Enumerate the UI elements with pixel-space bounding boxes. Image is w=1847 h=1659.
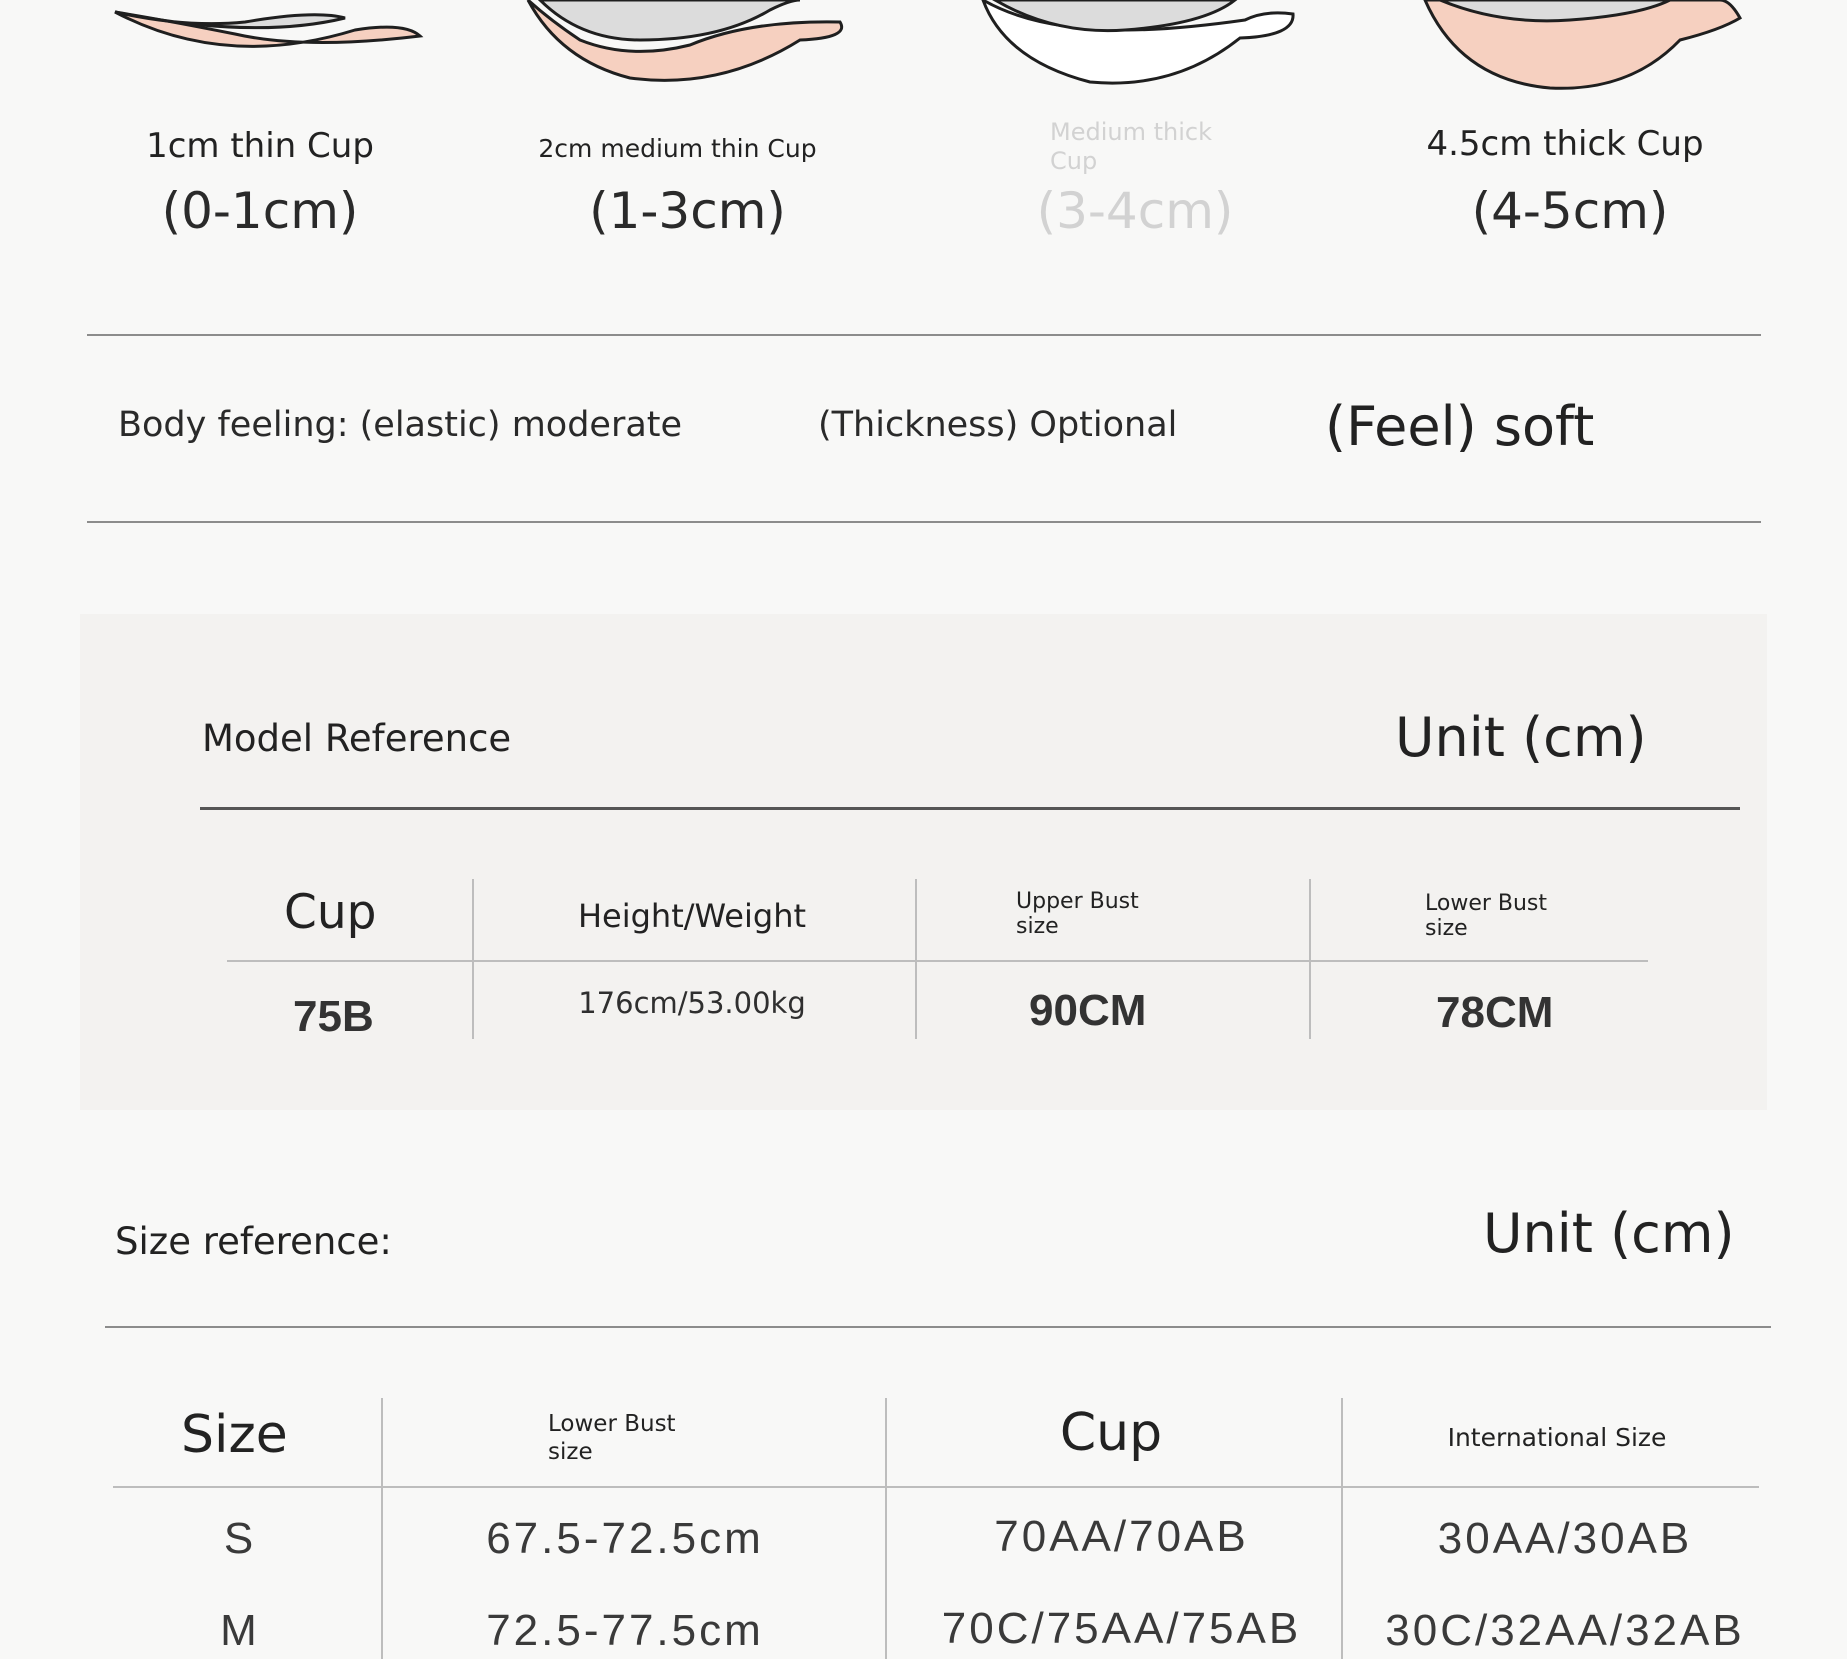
model-reference-panel <box>80 614 1767 1110</box>
model-header-upper-bust: Upper Bust size <box>1016 889 1139 939</box>
cup-range-thick: (4-5cm) <box>1471 182 1669 240</box>
size-row-international: 30AA/30AB <box>1437 1514 1693 1563</box>
cup-range-medium-thin: (1-3cm) <box>589 182 786 240</box>
size-unit-label: Unit (cm) <box>1483 1202 1735 1265</box>
model-header-cup: Cup <box>284 885 377 940</box>
size-row-lower-bust: 67.5-72.5cm <box>486 1514 764 1563</box>
model-unit-label: Unit (cm) <box>1395 706 1647 769</box>
size-header-international: International Size <box>1447 1423 1667 1452</box>
thickness-text: (Thickness) Optional <box>818 405 1178 445</box>
model-column-divider <box>1309 879 1311 1039</box>
size-row-size: M <box>220 1606 260 1655</box>
size-header-divider <box>113 1486 1759 1488</box>
cup-label-thin: 1cm thin Cup <box>146 126 374 166</box>
model-header-height-weight: Height/Weight <box>577 897 807 935</box>
model-header-lower-bust: Lower Bust size <box>1425 891 1548 941</box>
model-cup-value: 75B <box>293 992 374 1041</box>
cup-label-thick: 4.5cm thick Cup <box>1426 124 1704 164</box>
model-header-divider <box>227 960 1648 962</box>
size-column-divider <box>885 1398 887 1659</box>
model-title-underline <box>200 807 1740 810</box>
medium-thick-cup-illustration <box>975 0 1310 90</box>
model-lower-bust-value: 78CM <box>1436 988 1554 1037</box>
model-upper-bust-value: 90CM <box>1029 986 1147 1035</box>
size-row-cup: 70C/75AA/75AB <box>941 1604 1302 1653</box>
model-column-divider <box>915 879 917 1039</box>
size-row-lower-bust: 72.5-77.5cm <box>486 1606 764 1655</box>
size-header-lower-bust: Lower Bust size <box>548 1411 676 1465</box>
size-column-divider <box>381 1398 383 1659</box>
size-header-size: Size <box>181 1405 288 1465</box>
cup-range-thin: (0-1cm) <box>161 182 359 240</box>
size-reference-title: Size reference: <box>115 1220 392 1263</box>
cup-label-medium-thick: Medium thick Cup <box>1050 118 1212 175</box>
cup-range-medium-thick: (3-4cm) <box>1036 182 1234 240</box>
feel-text: (Feel) soft <box>1325 395 1595 458</box>
size-title-underline <box>105 1326 1771 1328</box>
size-header-cup: Cup <box>1059 1403 1163 1463</box>
size-row-size: S <box>223 1514 257 1563</box>
medium-thin-cup-illustration <box>520 0 860 90</box>
size-row-cup: 70AA/70AB <box>994 1512 1249 1561</box>
body-feeling-text: Body feeling: (elastic) moderate <box>118 405 683 445</box>
divider <box>87 334 1761 336</box>
cup-label-medium-thin: 2cm medium thin Cup <box>538 134 817 163</box>
thin-cup-illustration <box>105 0 435 70</box>
size-row-international: 30C/32AA/32AB <box>1385 1606 1745 1655</box>
thick-cup-illustration <box>1420 0 1750 95</box>
model-height-weight-value: 176cm/53.00kg <box>578 986 806 1020</box>
divider <box>87 521 1761 523</box>
model-reference-title: Model Reference <box>202 717 512 760</box>
